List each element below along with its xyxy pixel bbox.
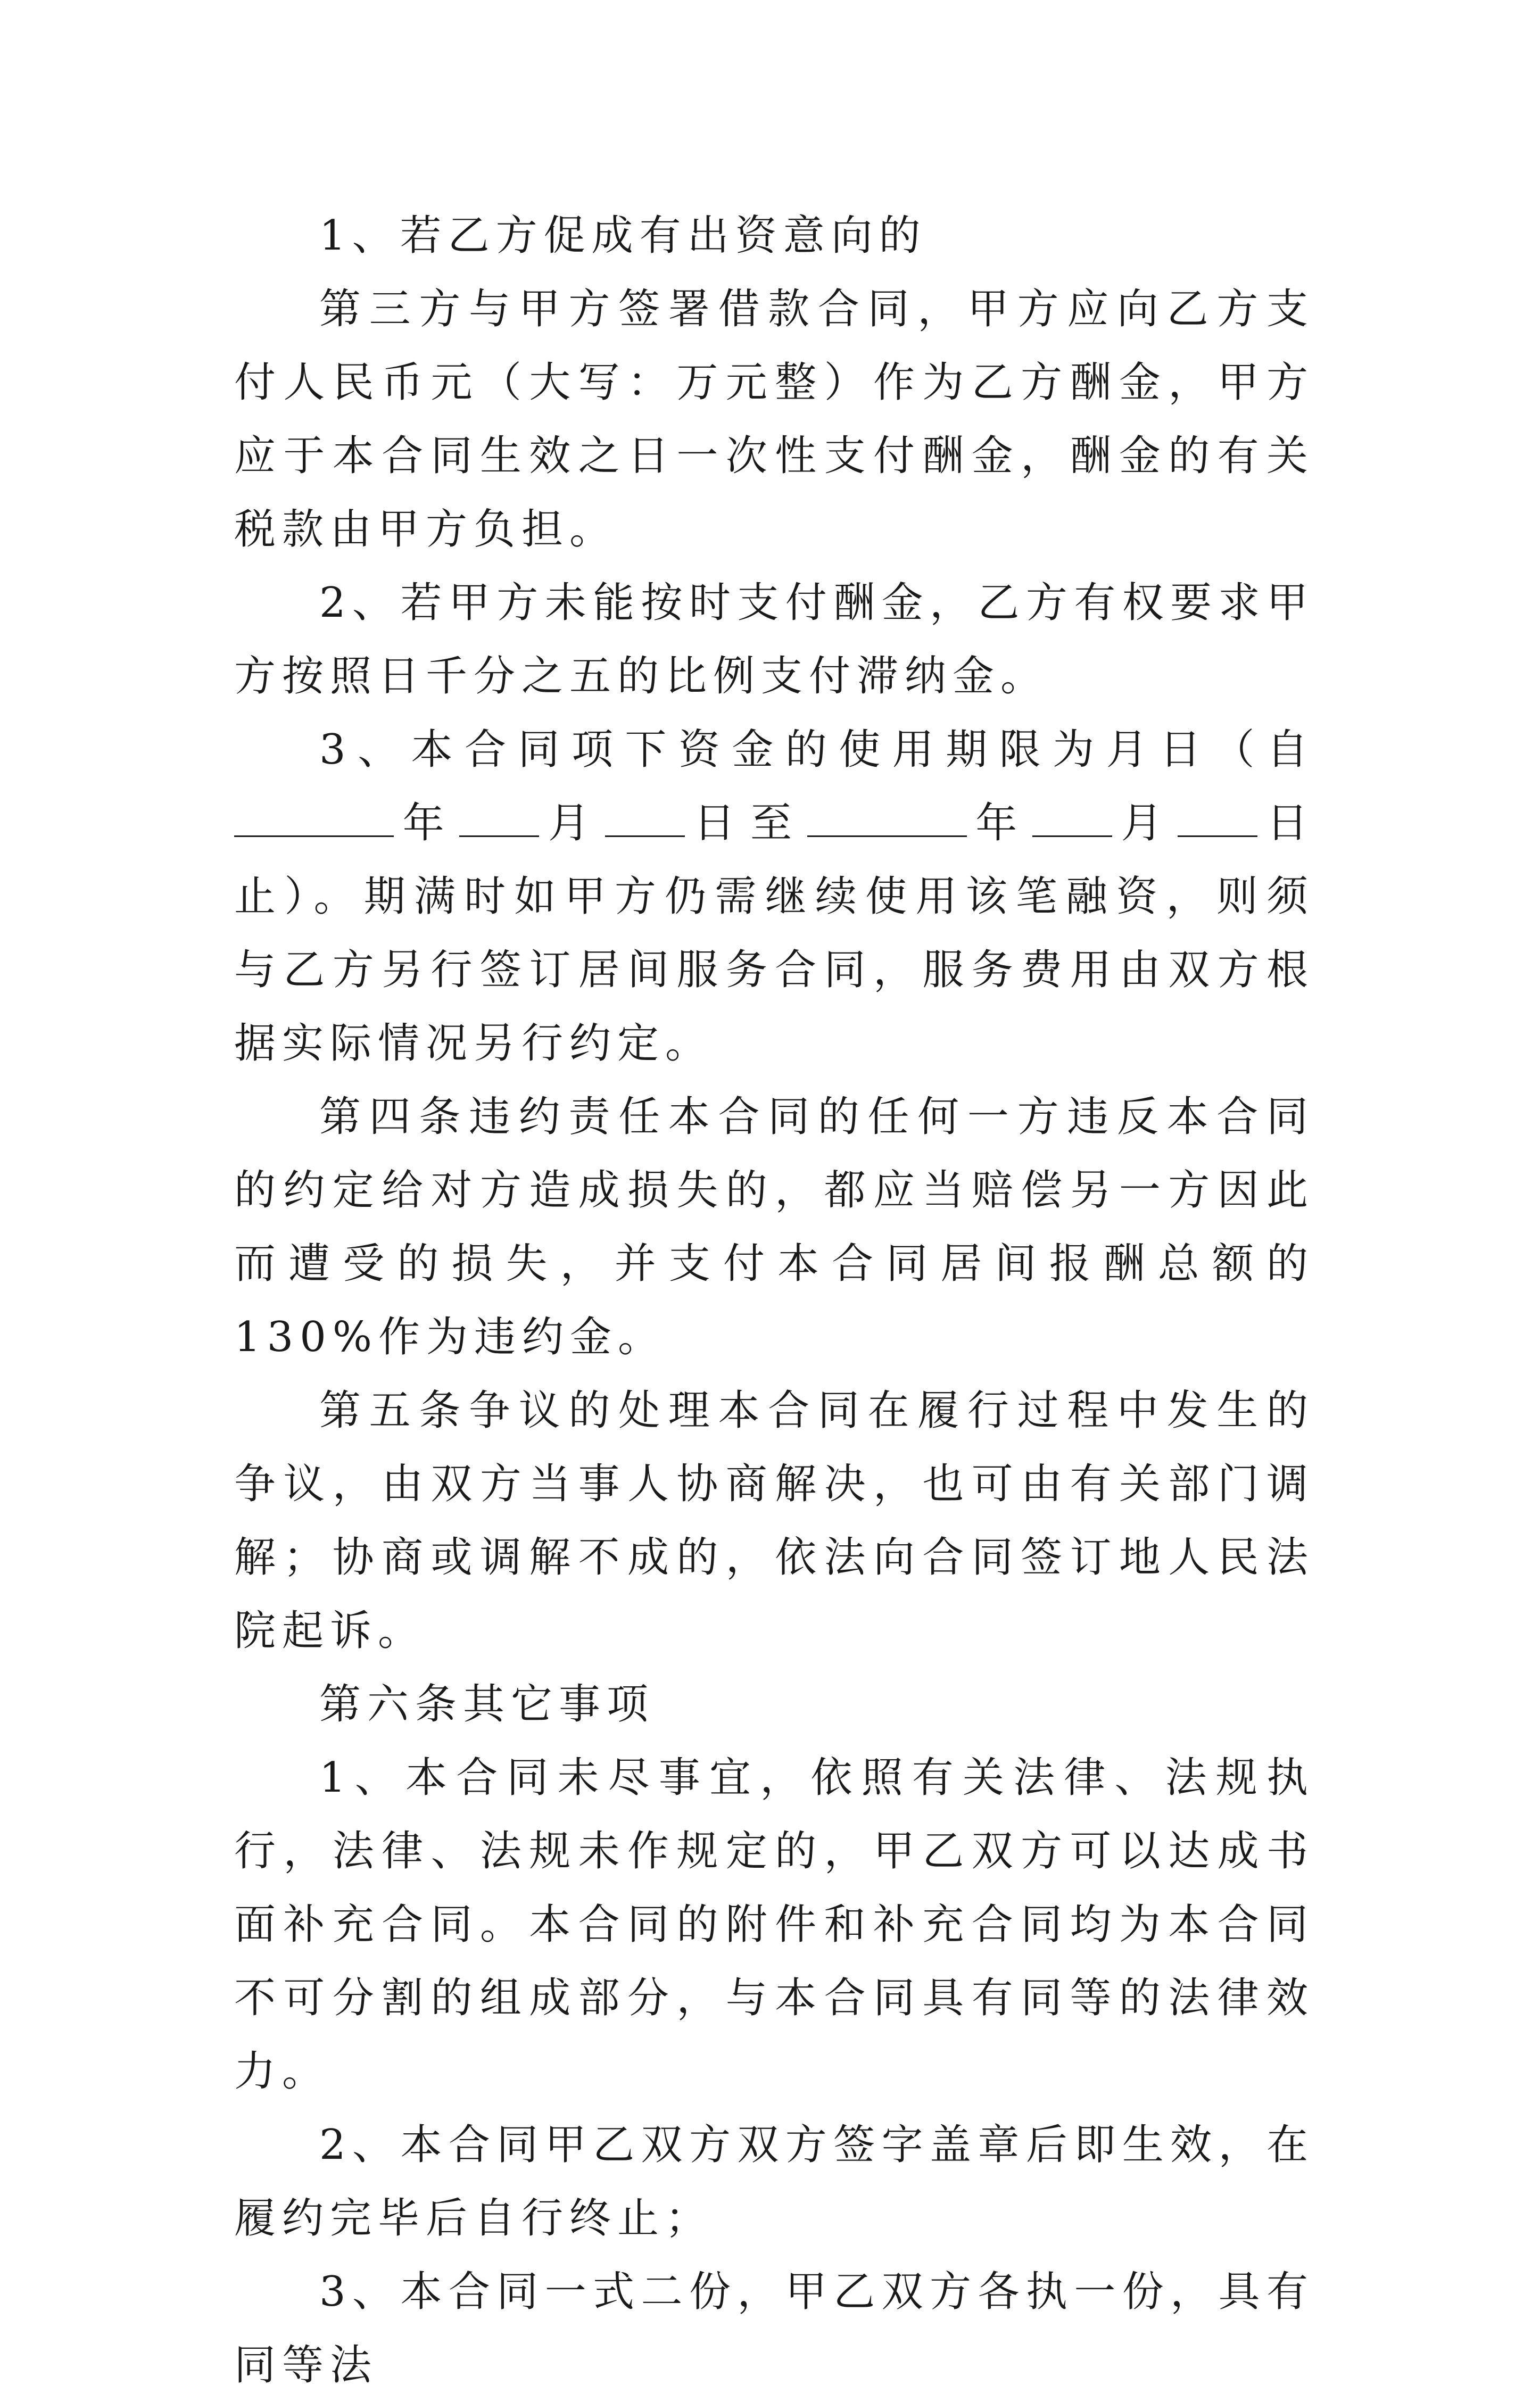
blank-start-month: [459, 798, 539, 837]
term-clause-lead: 3、本合同项下资金的使用期限为月日（自: [319, 726, 1314, 774]
paragraph-article-6-item-2: 2、本合同甲乙双方双方签字盖章后即生效，在履约完毕后自行终止；: [234, 2121, 1314, 2242]
paragraph-2: 第三方与甲方签署借款合同，甲方应向乙方支付人民币元（大写：万元整）作为乙方酬金，甲方应于本合同生效之日一次性支付酬金，酬金的有关税款由甲方负担。: [234, 285, 1314, 553]
blank-end-day: [1178, 798, 1257, 837]
paragraph-article-6-item-3: 3、本合同一式二份，甲乙双方各执一份，具有同等法: [234, 2268, 1314, 2389]
blank-start-year: [234, 798, 394, 837]
blank-start-day: [605, 798, 685, 837]
paragraph-term-clause: [234, 713, 1314, 1080]
paragraph-article-6-heading: 第六条其它事项: [319, 1680, 655, 1728]
contract-body: [234, 199, 1314, 2402]
term-clause-year-1: 年: [394, 799, 460, 847]
paragraph-article-5: 第五条争议的处理本合同在履行过程中发生的争议，由双方当事人协商解决，也可由有关部门调解；协商或调解不成的，依法向合同签订地人民法院起诉。: [234, 1387, 1314, 1655]
term-clause-month-1: 月: [539, 799, 605, 847]
paragraph-article-6-item-1: 1、本合同未尽事宜，依照有关法律、法规执行，法律、法规未作规定的，甲乙双方可以达成书面补充合同。本合同的附件和补充合同均为本合同不可分割的组成部分，与本合同具有同等的法律效力。: [234, 1754, 1314, 2095]
blank-end-year: [807, 798, 967, 837]
blank-end-month: [1032, 798, 1112, 837]
paragraph-article-4: 第四条违约责任本合同的任何一方违反本合同的约定给对方造成损失的，都应当赔偿另一方因此而遭受的损失，并支付本合同居间报酬总额的130%作为违约金。: [234, 1093, 1314, 1361]
term-clause-tail: 日止）。期满时如甲方仍需继续使用该笔融资，则须与乙方另行签订居间服务合同，服务费用由双方根据实际情况另行约定。: [234, 799, 1314, 1067]
term-clause-month-2: 月: [1112, 799, 1178, 847]
term-clause-day-1: 日至: [684, 799, 807, 847]
term-clause-year-2: 年: [966, 799, 1032, 847]
paragraph-3: 2、若甲方未能按时支付酬金，乙方有权要求甲方按照日千分之五的比例支付滞纳金。: [234, 579, 1314, 700]
paragraph-1: 1、若乙方促成有出资意向的: [319, 212, 927, 260]
